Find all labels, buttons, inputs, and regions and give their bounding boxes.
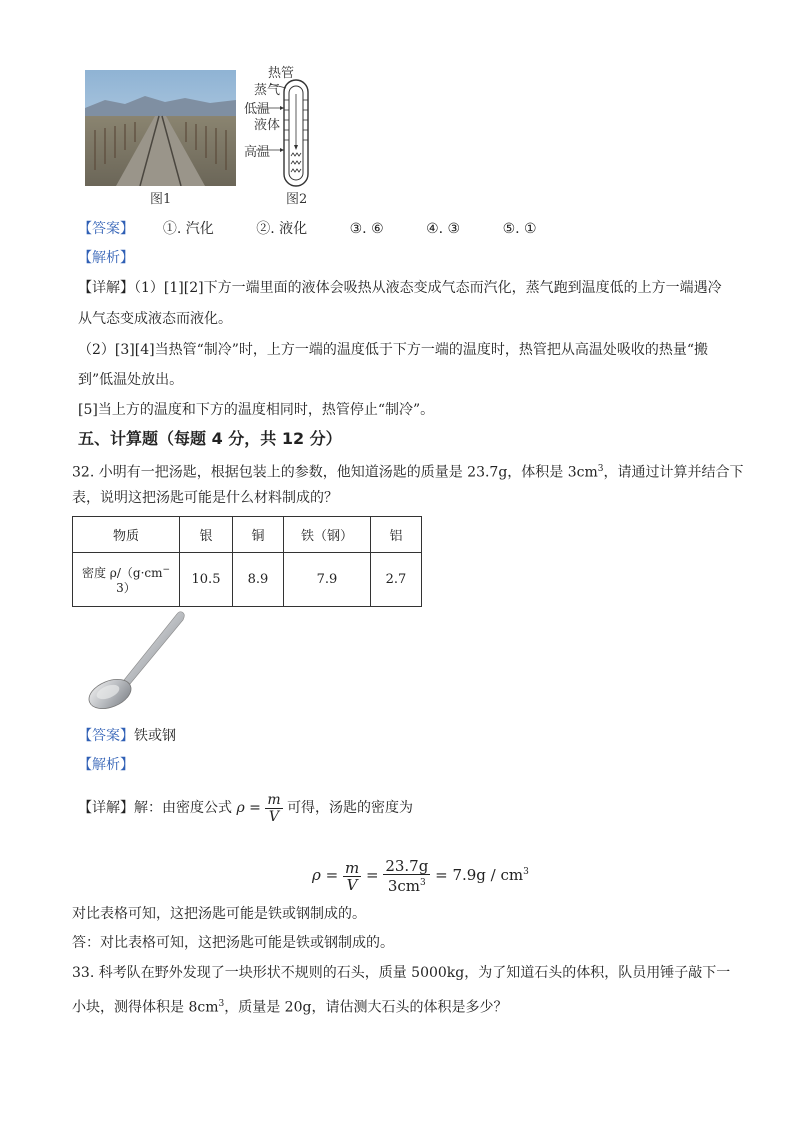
- calc-den-2-wrap: [383, 875, 430, 894]
- label-low-temp: 低温: [244, 102, 271, 117]
- q33-stem-part-a: 小块，测得体积是 8cm: [72, 999, 219, 1016]
- row-label-sup: −: [162, 565, 171, 575]
- formula-lhs: ρ =: [236, 800, 261, 816]
- calc-den-2: 3cm: [387, 877, 421, 895]
- detail-tag: 【详解】: [78, 800, 134, 816]
- q33-stem-sup: 3: [218, 999, 225, 1009]
- calc-den-1: V: [346, 875, 358, 894]
- label-high-temp: 高温: [244, 145, 271, 160]
- detail-tag: 【详解】: [78, 280, 134, 296]
- row-label-b: 3）: [116, 581, 136, 595]
- railway-image: [85, 70, 236, 186]
- density-formula: [236, 791, 287, 825]
- label-steam: 蒸气: [254, 83, 281, 98]
- calc-fraction-2: [383, 858, 430, 894]
- detail-text: （1）[1][2]下方一端里面的液体会吸热从液态变成气态而汽化，蒸气跑到温度低的上方一端遇冷: [134, 280, 722, 296]
- label-heat-pipe: 热管: [268, 66, 295, 81]
- figure-1-caption: 图1: [150, 192, 172, 207]
- table-cell-silver: 10.5: [180, 553, 233, 607]
- label-liquid: 液体: [254, 118, 281, 133]
- table-header-aluminum: 铝: [371, 517, 422, 553]
- q32-stem-line-2: 表，说明这把汤匙可能是什么材料制成的？: [72, 490, 338, 506]
- formula-fraction: [265, 792, 282, 825]
- q32-stem-sup: 3: [597, 464, 604, 474]
- table-header-iron: 铁（钢）: [284, 517, 371, 553]
- table-row-label: [73, 553, 180, 607]
- table-header-copper: 铜: [233, 517, 284, 553]
- detail-text-a: 解：由密度公式: [134, 800, 232, 816]
- q31-detail-line-2: 从气态变成液态而液化。: [78, 311, 232, 327]
- answer-tag: 【答案】: [78, 728, 134, 744]
- table-cell-iron: 7.9: [284, 553, 371, 607]
- q31-detail-line-1: [78, 278, 722, 298]
- table-cell-copper: 8.9: [233, 553, 284, 607]
- figure-1-railway-photo: [85, 70, 236, 186]
- q31-answer-5: ⑤. ①: [502, 221, 537, 237]
- q33-stem-part-b: ，质量是 20g，请估测大石头的体积是多少？: [224, 999, 508, 1016]
- calc-result: = 7.9g / cm: [435, 866, 524, 884]
- detail-text-b: 可得，汤匙的密度为: [287, 800, 414, 816]
- q32-answer: 铁或钢: [134, 728, 176, 744]
- q31-detail-line-3: （2）[3][4]当热管“制冷”时，上方一端的温度低于下方一端的温度时，热管把从高温处吸收的热量“搬: [78, 342, 709, 358]
- table-header-substance: 物质: [73, 517, 180, 553]
- q32-stem-line-1: [72, 459, 744, 483]
- q33-stem-line-2: [72, 994, 507, 1018]
- answer-tag: 【答案】: [78, 221, 134, 237]
- section-5-title: 五、计算题（每题 4 分，共 12 分）: [78, 429, 342, 448]
- q32-compare-line: 对比表格可知，这把汤匙可能是铁或钢制成的。: [72, 906, 366, 922]
- density-calculation: [312, 852, 529, 895]
- calc-result-sup: 3: [523, 867, 529, 877]
- q31-answer-line: [78, 219, 575, 239]
- q31-analysis-tag: 【解析】: [78, 250, 134, 266]
- calc-lhs: ρ =: [312, 866, 339, 884]
- calc-den-2-sup: 3: [420, 878, 426, 888]
- table-header-silver: 银: [180, 517, 233, 553]
- calc-fraction-1: [343, 860, 361, 893]
- q32-reply-line: 答：对比表格可知，这把汤匙可能是铁或钢制成的。: [72, 935, 394, 951]
- calc-num-2: 23.7g: [385, 857, 429, 875]
- q31-answer-2: ②. 液化: [256, 221, 308, 237]
- formula-denominator: V: [268, 808, 280, 825]
- calc-num-1: m: [344, 858, 360, 877]
- table-cell-aluminum: 2.7: [371, 553, 422, 607]
- spoon-image: [84, 608, 194, 712]
- q31-answer-4: ④. ③: [426, 221, 461, 237]
- q31-answer-3: ③. ⑥: [349, 221, 384, 237]
- q32-stem-part-a: 32. 小明有一把汤匙，根据包装上的参数，他知道汤匙的质量是 23.7g，体积是 3cm: [72, 464, 598, 481]
- q32-stem-part-b: ，请通过计算并结合下: [603, 464, 744, 481]
- density-table: [72, 516, 422, 607]
- q31-answer-1: ①. 汽化: [162, 221, 214, 237]
- q31-detail-line-5: [5]当上方的温度和下方的温度相同时，热管停止“制冷”。: [78, 402, 435, 418]
- calc-equals-1: =: [365, 866, 379, 884]
- q32-answer-line: [78, 726, 176, 746]
- figure-2-caption: 图2: [286, 192, 308, 207]
- spoon-drawing: [84, 608, 194, 712]
- q31-detail-line-4: 到”低温处放出。: [78, 372, 184, 388]
- q32-detail-line: [78, 788, 413, 828]
- q33-stem-line-1: 33. 科考队在野外发现了一块形状不规则的石头，质量 5000kg，为了知道石头的体积，队员用锤子敲下一: [72, 965, 731, 981]
- q32-analysis-tag: 【解析】: [78, 757, 134, 773]
- row-label-a: 密度 ρ/（g·cm: [81, 566, 163, 580]
- formula-numerator: m: [267, 791, 281, 808]
